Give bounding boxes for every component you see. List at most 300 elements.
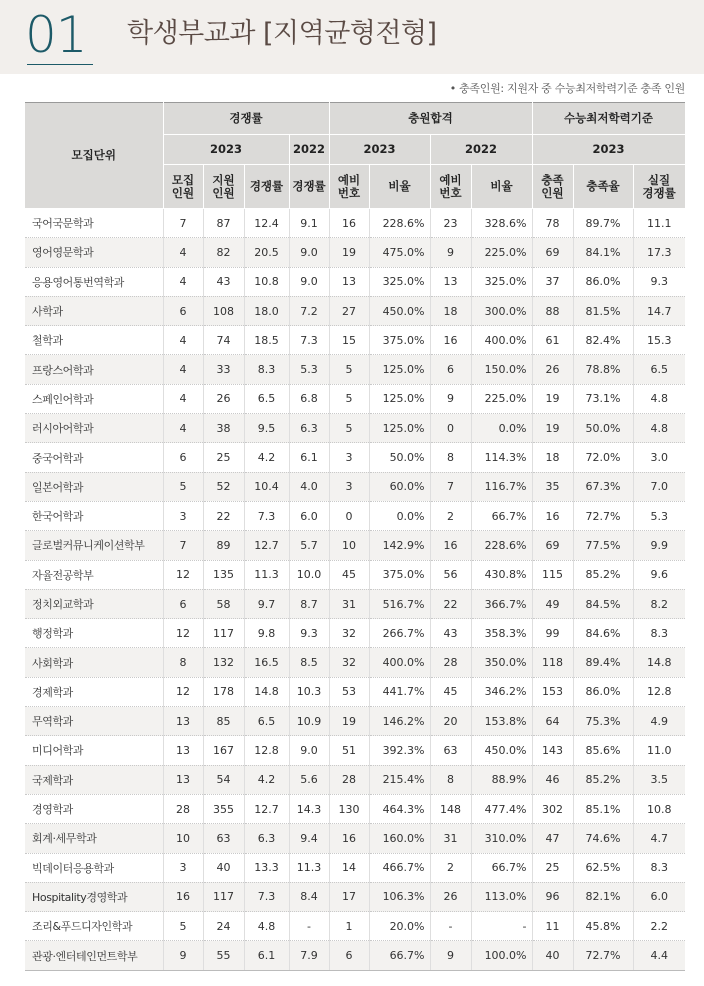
table-cell: 4 (163, 326, 203, 355)
table-cell: 14.7 (633, 296, 685, 325)
table-cell: 20.5 (244, 238, 289, 267)
table-cell: 9.1 (289, 209, 329, 238)
table-cell: 355 (203, 794, 244, 823)
header-waitlist-2022: 예비 번호 (430, 165, 471, 209)
header-ratio-2022: 경쟁률 (289, 165, 329, 209)
header-pct-2023: 비율 (369, 165, 430, 209)
table-row (25, 296, 685, 325)
table-cell: 125.0% (369, 384, 430, 413)
admission-table (25, 102, 686, 971)
table-cell: 358.3% (471, 619, 532, 648)
table-cell: 400.0% (369, 648, 430, 677)
table-cell: 46 (532, 765, 573, 794)
table-cell: 13 (329, 267, 369, 296)
table-cell: 14.8 (633, 648, 685, 677)
table-cell: 16 (329, 209, 369, 238)
table-cell: 6 (430, 355, 471, 384)
table-cell: 27 (329, 296, 369, 325)
table-cell: 11.3 (289, 853, 329, 882)
table-cell: 85.2% (573, 765, 633, 794)
table-cell: 6.5 (244, 384, 289, 413)
table-cell: 8.3 (633, 619, 685, 648)
table-cell: 106.3% (369, 882, 430, 911)
table-cell: 9.5 (244, 414, 289, 443)
table-cell: 8 (163, 648, 203, 677)
table-cell: 82.1% (573, 882, 633, 911)
table-cell: 4 (163, 355, 203, 384)
table-cell: 72.7% (573, 501, 633, 530)
table-cell: - (289, 912, 329, 941)
table-cell: 0.0% (471, 414, 532, 443)
table-cell: 4.0 (289, 472, 329, 501)
unit-name-cell: 정치외교학과 (25, 589, 163, 618)
table-cell: 8 (430, 443, 471, 472)
table-cell: 477.4% (471, 794, 532, 823)
table-cell: 375.0% (369, 560, 430, 589)
table-cell: 10.9 (289, 707, 329, 736)
header-competition: 경쟁률 (163, 103, 329, 135)
table-cell: 0 (430, 414, 471, 443)
table-cell: 117 (203, 619, 244, 648)
table-cell: 54 (203, 765, 244, 794)
unit-name-cell: Hospitality경영학과 (25, 882, 163, 911)
header-ratio: 경쟁률 (244, 165, 289, 209)
table-cell: 6.8 (289, 384, 329, 413)
table-cell: 85 (203, 707, 244, 736)
table-cell: 82.4% (573, 326, 633, 355)
table-cell: 8.3 (633, 853, 685, 882)
table-cell: 6.0 (289, 501, 329, 530)
table-cell: 89.7% (573, 209, 633, 238)
table-cell: 58 (203, 589, 244, 618)
table-cell: 66.7% (471, 501, 532, 530)
table-cell: 84.5% (573, 589, 633, 618)
table-cell: 116.7% (471, 472, 532, 501)
table-cell: 464.3% (369, 794, 430, 823)
table-cell: 142.9% (369, 531, 430, 560)
table-cell: 6.3 (289, 414, 329, 443)
table-cell: 225.0% (471, 384, 532, 413)
table-cell: 10.8 (633, 794, 685, 823)
table-row (25, 531, 685, 560)
table-row (25, 267, 685, 296)
table-row (25, 619, 685, 648)
table-cell: 300.0% (471, 296, 532, 325)
table-cell: 26 (203, 384, 244, 413)
table-cell: 125.0% (369, 414, 430, 443)
table-row (25, 326, 685, 355)
table-cell: 72.7% (573, 941, 633, 970)
table-cell: 88.9% (471, 765, 532, 794)
table-cell: 6.1 (244, 941, 289, 970)
table-cell: 8.7 (289, 589, 329, 618)
table-cell: 4.2 (244, 443, 289, 472)
table-cell: 153 (532, 677, 573, 706)
table-cell: 43 (430, 619, 471, 648)
header-real-ratio: 실질 경쟁률 (633, 165, 685, 209)
table-cell: 12 (163, 619, 203, 648)
table-cell: - (471, 912, 532, 941)
unit-name-cell: 회계·세무학과 (25, 824, 163, 853)
table-cell: 8.3 (244, 355, 289, 384)
table-cell: 215.4% (369, 765, 430, 794)
table-cell: 346.2% (471, 677, 532, 706)
table-cell: 75.3% (573, 707, 633, 736)
table-cell: 50.0% (369, 443, 430, 472)
table-cell: 6.5 (244, 707, 289, 736)
table-cell: 56 (430, 560, 471, 589)
table-cell: 6.0 (633, 882, 685, 911)
table-cell: 125.0% (369, 355, 430, 384)
table-cell: 12.4 (244, 209, 289, 238)
table-cell: 2.2 (633, 912, 685, 941)
table-cell: 10.3 (289, 677, 329, 706)
table-row (25, 941, 685, 970)
table-cell: 26 (430, 882, 471, 911)
table-cell: 12.8 (633, 677, 685, 706)
table-cell: 17 (329, 882, 369, 911)
table-cell: 350.0% (471, 648, 532, 677)
table-cell: 7 (163, 209, 203, 238)
table-cell: 53 (329, 677, 369, 706)
table-cell: 17.3 (633, 238, 685, 267)
table-cell: 19 (329, 238, 369, 267)
footnote: • 충족인원: 지원자 중 수능최저학력기준 충족 인원 (449, 82, 685, 95)
header-year: 2022 (289, 135, 329, 165)
table-row (25, 736, 685, 765)
table-cell: 89 (203, 531, 244, 560)
table-cell: 146.2% (369, 707, 430, 736)
table-cell: 40 (203, 853, 244, 882)
table-cell: 10.0 (289, 560, 329, 589)
table-cell: 2 (430, 853, 471, 882)
table-cell: 16 (430, 326, 471, 355)
table-cell: 51 (329, 736, 369, 765)
table-cell: 7.3 (244, 501, 289, 530)
table-cell: 78.8% (573, 355, 633, 384)
unit-name-cell: 응용영어통번역학과 (25, 267, 163, 296)
table-row (25, 853, 685, 882)
table-cell: 475.0% (369, 238, 430, 267)
table-cell: 18 (430, 296, 471, 325)
table-cell: 6 (163, 296, 203, 325)
table-cell: 78 (532, 209, 573, 238)
table-cell: 3.0 (633, 443, 685, 472)
table-cell: 392.3% (369, 736, 430, 765)
table-cell: 11 (532, 912, 573, 941)
table-cell: 13 (163, 736, 203, 765)
table-cell: 66.7% (369, 941, 430, 970)
table-cell: 9.0 (289, 736, 329, 765)
table-cell: 45 (430, 677, 471, 706)
table-row (25, 824, 685, 853)
table-cell: 3 (329, 472, 369, 501)
table-cell: 12.7 (244, 794, 289, 823)
table-cell: 130 (329, 794, 369, 823)
table-row (25, 414, 685, 443)
table-cell: 37 (532, 267, 573, 296)
header-applicants: 지원 인원 (203, 165, 244, 209)
table-cell: 2 (430, 501, 471, 530)
table-cell: 5 (163, 912, 203, 941)
table-cell: 18.0 (244, 296, 289, 325)
table-cell: 150.0% (471, 355, 532, 384)
unit-name-cell: 철학과 (25, 326, 163, 355)
table-cell: 9 (163, 941, 203, 970)
table-cell: 4.9 (633, 707, 685, 736)
table-cell: 516.7% (369, 589, 430, 618)
table-cell: 11.1 (633, 209, 685, 238)
table-cell: 64 (532, 707, 573, 736)
table-cell: 132 (203, 648, 244, 677)
table-cell: 11.3 (244, 560, 289, 589)
unit-name-cell: 국제학과 (25, 765, 163, 794)
table-cell: 72.0% (573, 443, 633, 472)
table-cell: 63 (203, 824, 244, 853)
table-cell: 13 (163, 765, 203, 794)
table-cell: 450.0% (369, 296, 430, 325)
unit-name-cell: 프랑스어학과 (25, 355, 163, 384)
table-cell: 118 (532, 648, 573, 677)
table-cell: 6 (163, 589, 203, 618)
table-cell: 84.6% (573, 619, 633, 648)
table-cell: 28 (430, 648, 471, 677)
table-cell: 5.7 (289, 531, 329, 560)
table-cell: 18.5 (244, 326, 289, 355)
table-cell: 4 (163, 238, 203, 267)
table-cell: 63 (430, 736, 471, 765)
table-cell: 74.6% (573, 824, 633, 853)
unit-name-cell: 사학과 (25, 296, 163, 325)
page-title: 학생부교과 [지역균형전형] (127, 18, 437, 49)
table-cell: - (430, 912, 471, 941)
header-quota: 모집 인원 (163, 165, 203, 209)
table-row (25, 589, 685, 618)
unit-name-cell: 글로벌커뮤니케이션학부 (25, 531, 163, 560)
table-cell: 12.8 (244, 736, 289, 765)
table-cell: 9.3 (289, 619, 329, 648)
table-cell: 66.7% (471, 853, 532, 882)
table-cell: 35 (532, 472, 573, 501)
table-cell: 4.7 (633, 824, 685, 853)
table-row (25, 501, 685, 530)
unit-name-cell: 조리&푸드디자인학과 (25, 912, 163, 941)
table-cell: 50.0% (573, 414, 633, 443)
table-cell: 8.5 (289, 648, 329, 677)
unit-name-cell: 경영학과 (25, 794, 163, 823)
table-cell: 85.2% (573, 560, 633, 589)
table-cell: 20.0% (369, 912, 430, 941)
table-cell: 4.8 (633, 414, 685, 443)
unit-name-cell: 영어영문학과 (25, 238, 163, 267)
table-cell: 266.7% (369, 619, 430, 648)
table-cell: 28 (329, 765, 369, 794)
table-row (25, 677, 685, 706)
table-cell: 10.8 (244, 267, 289, 296)
header-met-rate: 충족율 (573, 165, 633, 209)
table-cell: 32 (329, 619, 369, 648)
table-cell: 31 (329, 589, 369, 618)
section-number: 01 (25, 6, 87, 64)
table-cell: 5.6 (289, 765, 329, 794)
table-cell: 325.0% (369, 267, 430, 296)
table-cell: 325.0% (471, 267, 532, 296)
table-cell: 1 (329, 912, 369, 941)
header-unit: 모집단위 (25, 103, 163, 209)
table-row (25, 648, 685, 677)
table-cell: 84.1% (573, 238, 633, 267)
table-cell: 430.8% (471, 560, 532, 589)
table-cell: 5.3 (633, 501, 685, 530)
header-extra-admission: 충원합격 (329, 103, 532, 135)
table-cell: 45 (329, 560, 369, 589)
table-cell: 7.3 (289, 326, 329, 355)
table-cell: 113.0% (471, 882, 532, 911)
header-csat-minimum: 수능최저학력기준 (532, 103, 685, 135)
table-cell: 310.0% (471, 824, 532, 853)
table-cell: 466.7% (369, 853, 430, 882)
table-row (25, 209, 685, 238)
table-cell: 4 (163, 267, 203, 296)
table-cell: 73.1% (573, 384, 633, 413)
table-cell: 8.2 (633, 589, 685, 618)
table-cell: 7.9 (289, 941, 329, 970)
table-cell: 7 (430, 472, 471, 501)
table-cell: 25 (203, 443, 244, 472)
table-cell: 13 (430, 267, 471, 296)
table-cell: 85.1% (573, 794, 633, 823)
table-row (25, 765, 685, 794)
table-cell: 3 (163, 501, 203, 530)
table-cell: 99 (532, 619, 573, 648)
table-cell: 16 (163, 882, 203, 911)
table-cell: 31 (430, 824, 471, 853)
table-cell: 82 (203, 238, 244, 267)
table-cell: 28 (163, 794, 203, 823)
table-cell: 24 (203, 912, 244, 941)
table-cell: 4 (163, 384, 203, 413)
table-cell: 7 (163, 531, 203, 560)
table-cell: 67.3% (573, 472, 633, 501)
table-cell: 19 (532, 384, 573, 413)
table-cell: 25 (532, 853, 573, 882)
table-cell: 10 (163, 824, 203, 853)
table-cell: 9.7 (244, 589, 289, 618)
table-cell: 86.0% (573, 267, 633, 296)
table-cell: 19 (532, 414, 573, 443)
table-row (25, 560, 685, 589)
table-cell: 9.4 (289, 824, 329, 853)
table-cell: 9.6 (633, 560, 685, 589)
table-row (25, 794, 685, 823)
table-cell: 7.2 (289, 296, 329, 325)
table-cell: 4.2 (244, 765, 289, 794)
table-cell: 33 (203, 355, 244, 384)
unit-name-cell: 관광·엔터테인먼트학부 (25, 941, 163, 970)
table-cell: 328.6% (471, 209, 532, 238)
table-cell: 8.4 (289, 882, 329, 911)
unit-name-cell: 빅데이터응용학과 (25, 853, 163, 882)
table-cell: 375.0% (369, 326, 430, 355)
table-cell: 74 (203, 326, 244, 355)
table-cell: 3.5 (633, 765, 685, 794)
table-cell: 89.4% (573, 648, 633, 677)
header-waitlist-2023: 예비 번호 (329, 165, 369, 209)
table-cell: 7.3 (244, 882, 289, 911)
table-cell: 14.8 (244, 677, 289, 706)
table-cell: 22 (203, 501, 244, 530)
table-cell: 55 (203, 941, 244, 970)
table-cell: 8 (430, 765, 471, 794)
table-cell: 69 (532, 238, 573, 267)
unit-name-cell: 경제학과 (25, 677, 163, 706)
table-cell: 441.7% (369, 677, 430, 706)
table-row (25, 238, 685, 267)
table-cell: 302 (532, 794, 573, 823)
table-cell: 10.4 (244, 472, 289, 501)
table-cell: 6 (329, 941, 369, 970)
table-cell: 5.3 (289, 355, 329, 384)
table-cell: 0 (329, 501, 369, 530)
table-row (25, 355, 685, 384)
table-cell: 9.8 (244, 619, 289, 648)
table-cell: 16 (430, 531, 471, 560)
table-cell: 12.7 (244, 531, 289, 560)
table-cell: 23 (430, 209, 471, 238)
table-cell: 450.0% (471, 736, 532, 765)
table-cell: 49 (532, 589, 573, 618)
unit-name-cell: 일본어학과 (25, 472, 163, 501)
table-cell: 86.0% (573, 677, 633, 706)
table-cell: 10 (329, 531, 369, 560)
table-cell: 6.3 (244, 824, 289, 853)
table-cell: 3 (163, 853, 203, 882)
table-cell: 15 (329, 326, 369, 355)
table-cell: 20 (430, 707, 471, 736)
table-cell: 12 (163, 560, 203, 589)
table-cell: 6.5 (633, 355, 685, 384)
table-cell: 135 (203, 560, 244, 589)
table-cell: 9 (430, 384, 471, 413)
unit-name-cell: 무역학과 (25, 707, 163, 736)
table-cell: 11.0 (633, 736, 685, 765)
table-row (25, 912, 685, 941)
table-cell: 16 (329, 824, 369, 853)
table-cell: 228.6% (369, 209, 430, 238)
header-year: 2023 (329, 135, 430, 165)
table-cell: 7.0 (633, 472, 685, 501)
table-cell: 14 (329, 853, 369, 882)
table-cell: 26 (532, 355, 573, 384)
table-cell: 366.7% (471, 589, 532, 618)
table-cell: 167 (203, 736, 244, 765)
table-cell: 5 (329, 414, 369, 443)
unit-name-cell: 스페인어학과 (25, 384, 163, 413)
table-cell: 62.5% (573, 853, 633, 882)
table-cell: 47 (532, 824, 573, 853)
table-cell: 18 (532, 443, 573, 472)
table-cell: 85.6% (573, 736, 633, 765)
header-year: 2023 (532, 135, 685, 165)
table-cell: 45.8% (573, 912, 633, 941)
table-cell: 9 (430, 238, 471, 267)
table-cell: 88 (532, 296, 573, 325)
table-row (25, 384, 685, 413)
unit-name-cell: 행정학과 (25, 619, 163, 648)
header-year: 2023 (163, 135, 289, 165)
table-cell: 9.9 (633, 531, 685, 560)
table-cell: 77.5% (573, 531, 633, 560)
